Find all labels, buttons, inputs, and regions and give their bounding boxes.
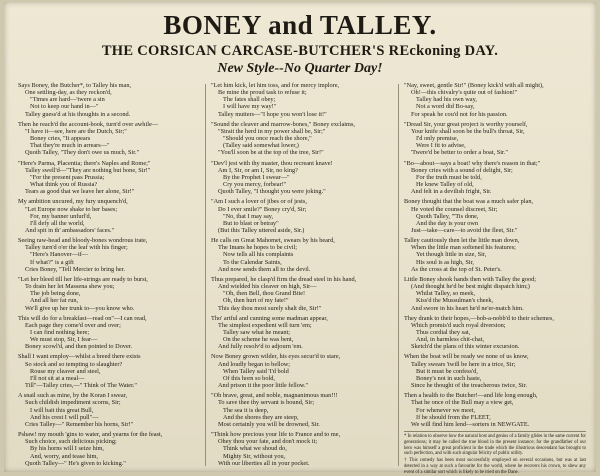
stanza — [18, 198, 200, 234]
verse-column-3 — [404, 82, 586, 475]
verse-line: Tho' artful and cunning some madman appear, — [211, 314, 328, 322]
stanza — [404, 160, 586, 196]
page-title: BONEY and TALLEY. — [163, 10, 437, 40]
verse-line: Talley cautiously then let the little man down, — [404, 237, 520, 245]
stanza — [18, 160, 200, 196]
stanza — [18, 237, 200, 273]
verse-line: The fates shall obey; — [223, 96, 276, 104]
stanza — [211, 160, 393, 196]
verse-line: Quoth Talley, "I thought you were joking." — [218, 188, 326, 196]
verse-line: Do I ever smile?" Boney cry'd, Sir; — [218, 205, 307, 213]
verse-line: And all her fat run, — [30, 297, 79, 305]
verse-line: And prison it the poor little fellow." — [218, 382, 309, 390]
verse-line: Be mine the proud task to refuse it; — [218, 89, 307, 97]
verse-line: Talley swell'd—"They are nothing but bone, Sir!" — [25, 166, 151, 174]
verse-line: "Am I such a lover of jibes or of jests, — [211, 198, 307, 206]
verse-line: But to blast or betray" — [223, 219, 279, 227]
verse-line: Boney scowl'd, and then pointed to Dover. — [25, 343, 133, 351]
stanza — [404, 276, 586, 312]
verse-line: Of this horn so bold, — [223, 374, 275, 382]
verse-line: For whenever we meet, — [416, 406, 476, 414]
verse-line: Your knife shall soon be the bull's throat, Sir, — [411, 127, 525, 135]
verse-line: Little Boney shook hands then with Talley the good; — [404, 275, 537, 283]
verse-line: Boney cries, "It appears — [30, 135, 91, 143]
verse-line: "Here's Hanover—if— — [30, 251, 89, 259]
verse-line: And his crest I will pull"— — [30, 413, 99, 421]
verse-line: (Talley said somewhat lower,) — [223, 142, 299, 150]
verse-line: "Times are hard—'twere a sin — [30, 96, 105, 104]
verse-line: "Sound the cleaver and marrow-bones," Boney exclaims, — [211, 120, 355, 128]
verse-line: I will bait this great Bull, — [30, 406, 94, 414]
verse-column-2 — [211, 82, 393, 470]
verse-line: By the Prophet I swear—" — [223, 173, 290, 181]
verse-line: Seeing raw-head and bloody-bones wondrous irate, — [18, 237, 148, 245]
verse-line: Sketch'd the plans of this winter excursion. — [411, 343, 520, 351]
verse-line: And loudly began to bellow; — [218, 360, 291, 368]
verse-line: I'd only premise, — [416, 135, 459, 143]
stanza — [18, 353, 200, 389]
verse-line: "You'll soon be at the top of the tree, Sir!" — [218, 149, 324, 157]
verse-line: Such childish impediment scorns, Sir; — [25, 399, 121, 407]
verse-line: This will do for a breakfast—read on"—I can read, — [18, 314, 147, 322]
verse-line: To the Calendar Saints, — [223, 258, 282, 266]
verse-line: Such choice, such delicious picking; — [25, 438, 117, 446]
verse-line: "Let him kick, let him toss, and for mercy implore, — [211, 82, 340, 89]
verse-line: Not a word did Bo-say, — [416, 103, 475, 111]
verse-line: And wielded his cleaver on high, Sir— — [218, 283, 317, 291]
stanza — [18, 392, 200, 428]
verse-line: "Strait the herd in my power shall be, Sir;" — [218, 127, 326, 135]
verse-line: Ohey thou your fate, and don't mock it; — [218, 438, 318, 446]
verse-line: Thus cordial they sat, — [416, 329, 471, 336]
verse-line: To drain her let Massena shew you; — [25, 283, 115, 291]
verse-line: A snail such as mine, by the Koran I swear, — [18, 392, 128, 400]
verse-line: Which promis'd such royal diversion; — [411, 321, 506, 329]
stanza — [404, 82, 586, 118]
stanza — [18, 431, 200, 467]
verse-line: "Oh, then Bell, thou Grand Bite! — [223, 290, 306, 298]
verse-line: Rouse my cleaver and steel, — [30, 367, 101, 375]
verse-line: Thus prepared, he clasp'd firm the dread steel in his hand, — [211, 275, 357, 283]
verse-line: And now sends them all to the devil. — [218, 265, 311, 273]
stanza — [211, 198, 393, 234]
verse-line: Boney cries with a sound of delight, Sir; — [411, 166, 513, 174]
verse-line: The simplest expedient will turn 'em; — [218, 321, 312, 329]
verse-line: To save thee thy servant is bound, Sir; — [218, 399, 315, 407]
verse-line: My ambition uncured, my fury unquench'd, — [18, 198, 128, 206]
verse-line: Kiss'd the Mussulman's cheek, — [416, 297, 494, 305]
verse-line: We'll give up her trunk to—you know who. — [25, 304, 135, 312]
verse-line: Whilst Talley, so meek, — [416, 290, 476, 298]
verse-line: If what?" is a gift — [30, 258, 74, 266]
verse-line: He voted the counsel discreet, Sir; — [411, 205, 498, 213]
column-divider — [398, 84, 399, 466]
verse-line: (But this Talley uttered aside, Sir.) — [218, 226, 305, 234]
verse-line: Oh!—this chivalry's quite out of fashion!" — [411, 89, 518, 97]
verse-line: Says Boney, the Butcher*, to Talley his man, — [18, 82, 132, 89]
verse-line: Talley had his own way, — [416, 96, 477, 104]
stanza — [404, 315, 586, 351]
verse-line: "Dev'l jest with thy master, thou recreant knave! — [211, 159, 333, 167]
verse-line: Quoth Talley, "They don't owe us much, Sir." — [25, 149, 140, 157]
verse-line: Am I, Sir, or am I, Sir, no king? — [218, 166, 298, 174]
verse-line: Most certainly you will be drowned, Sir. — [218, 420, 320, 428]
verse-line: But it must be confess'd, — [416, 367, 478, 375]
verse-line: And the shores they are steep, — [223, 413, 299, 421]
verse-line: We must stop, Sir, I fear— — [30, 336, 98, 344]
verse-line: "Oh brave, great, and noble, magnanimous man!!! — [211, 392, 338, 400]
verse-line: Talley saw what he meant; — [223, 329, 291, 336]
verse-line: They drank to their hopes,—bob-a-nobb'd to their schemes, — [404, 314, 554, 322]
verse-line: That they're much in arrears—" — [30, 142, 110, 150]
verse-line: Tears as good that we leave her alone, Sir!" — [25, 188, 135, 196]
verse-line: "Here's Parma, Placentia; there's Naples and Rome;" — [18, 159, 151, 167]
verse-line: Talley guess'd at his thoughts in a second. — [25, 110, 131, 118]
verse-line: Pshaw! my mouth 'gins to water, and yearns for the feast, — [18, 431, 163, 439]
stanza — [211, 315, 393, 351]
footnote: † This comedy has been most successfully employed on several occasions, but was at last detected in a way at such a favourite for the world, where he recovers his crown, to shew any event of a similar sort which is likely to be tried on the Dane. — [404, 458, 586, 475]
verse-line: "Let Europe now shake to her bases; — [25, 205, 118, 213]
verse-line: He calls on Great Mahomet, swears by his beard, — [211, 237, 335, 245]
verse-line: When the boat will be ready we none of us know, — [404, 353, 529, 361]
verse-line: Think what we shoud do, — [223, 445, 287, 453]
stanza — [211, 353, 393, 389]
verse-line: The Imans he hopes to be civil; — [218, 244, 298, 252]
verse-line: Oh, then hurt of my fate!" — [223, 297, 289, 305]
verse-line: I'll defy all the world, — [30, 219, 85, 227]
stanza — [211, 121, 393, 157]
verse-line: Cries Boney, "Tell Mercier to bring her. — [25, 265, 125, 273]
verse-line: Shall I want employ—whilst a breed there exists — [18, 353, 141, 361]
verse-line: Not to keep our hand in—" — [30, 103, 99, 111]
verse-line: Quoth Talley, "'Tis done, — [416, 212, 479, 220]
verse-line: For speak he cou'd not for his passion. — [411, 110, 508, 118]
stanza — [18, 82, 200, 118]
verse-line: If he should from the FLEET, — [416, 413, 491, 421]
verse-line: One settling-day, as they reckon'd, — [25, 89, 112, 97]
verse-line: "For the present pass Prussia; — [30, 173, 105, 181]
stanza — [211, 276, 393, 312]
verse-line: I will have my way!" — [223, 103, 277, 111]
verse-line: Now tells all his complaints — [223, 251, 294, 259]
footnotes — [404, 434, 586, 476]
verse-line: 'Twere'd be better to order a boat, Sir." — [411, 149, 508, 157]
stanza — [211, 392, 393, 428]
footnote-divider — [404, 431, 586, 432]
stanza — [211, 431, 393, 467]
verse-line: Talley mutters—"I hope you won't lose it!" — [218, 110, 327, 118]
verse-column-1 — [18, 82, 200, 470]
verse-line: On the scheme he was bent, — [223, 336, 294, 344]
verse-line: Then a health to the Butcher!—and life long enough, — [404, 392, 538, 400]
verse-line: What think you of Russia? — [30, 181, 98, 189]
verse-line: Talley swears 'twill be here in a trice, Sir; — [411, 360, 516, 368]
verse-line: And the day is your own — [416, 219, 479, 227]
verse-line: And spit in th' ambassadors' faces." — [25, 226, 115, 234]
column-divider — [205, 84, 206, 466]
verse-line: By his horns will I seize him, — [30, 445, 104, 453]
verse-line: "Dread Sir, your great project is worthy yourself, — [404, 120, 528, 128]
stanza — [404, 392, 586, 428]
verse-line: "Should you once reach the shore," — [223, 135, 312, 143]
verse-line: Cry you mercy, forbear!" — [223, 181, 287, 189]
verse-line: The sea it is deep, — [223, 406, 269, 414]
verse-line: I can find nothing here; — [30, 329, 90, 336]
verse-line: For, my banner unfurl'd, — [30, 212, 92, 220]
verse-line: And felt in a devilish fright, Sir. — [411, 188, 492, 196]
stanza — [404, 237, 586, 273]
verse-line: (And thought he'd be best might dispatch him;) — [411, 283, 530, 291]
verse-line: Quoth Talley—" He's given to kicking." — [25, 459, 126, 467]
verse-line: Boney thought that the boat was a much safer plan, — [404, 198, 534, 206]
verse-line: And, worry, and tease him, — [30, 452, 98, 460]
footnote: * In relation to observe how the natural host and genius of a family glides in the same current for generations; it may be called the true blood in the present instance; for the grandfather of our hero was himself a great proficient in the trade which the illustrious descendant has brought to such perfection, and with such singular felicity of public utility. — [404, 434, 586, 457]
stanza — [18, 276, 200, 312]
verse-line: So stock and so tempting to slaughter? — [25, 360, 123, 368]
stanza — [404, 353, 586, 389]
verse-line: Now Boney grown wilder, his eyes secur'd to stare, — [211, 353, 341, 361]
verse-line: And fully resolv'd to adjourn 'em. — [218, 343, 303, 351]
verse-line: "I have it—see, here are the Dutch, Sir;" — [25, 127, 127, 135]
verse-line: "Bo—about—says a boat! why there's reason in that;" — [404, 159, 541, 167]
verse-line: As the cross at the top of St. Peter's. — [411, 265, 502, 273]
verse-line: And, in harmless chit-chat, — [416, 336, 485, 344]
verse-line: When Talley said 'I'd bold — [223, 367, 289, 375]
stanza — [18, 315, 200, 351]
stanza — [404, 198, 586, 234]
verse-line: When the little man softened his features; — [411, 244, 516, 252]
verse-line: That he once of the Bull may a view get, — [411, 399, 514, 407]
stanza — [211, 237, 393, 273]
verse-line: This day thou most surely shalt die, Sir!" — [218, 304, 322, 312]
verse-line: Each page they come'd over and over; — [25, 321, 121, 329]
verse-line: Talley turn'd o'er the leaf with his finger; — [25, 244, 128, 252]
verse-line: He knew Talley of old, — [416, 181, 474, 189]
verse-line: Since he thought of the treacherous twice, Sir. — [411, 382, 527, 390]
verse-line: And swore in his heart he'd ne'er-match him. — [411, 304, 524, 312]
verse-line: "Let her bleed till her life-strings are ready to burst, — [18, 275, 148, 283]
style-line: New Style--No Quarter Day! — [217, 61, 383, 76]
page-subtitle: THE CORSICAN CARCASE-BUTCHER'S REckoning DAY. — [101, 43, 499, 59]
verse-line: Yet though little in size, Sir, — [416, 251, 487, 259]
verse-line: "No, that I may say, — [223, 212, 274, 220]
stanza — [211, 82, 393, 118]
verse-line: Then he reach'd the account-book, turn'd over awhile— — [18, 120, 159, 128]
verse-line: I'll not sit at a meal— — [30, 374, 85, 382]
verse-line: Boney's not in such haste, — [416, 374, 482, 382]
stanza — [18, 121, 200, 157]
verse-line: With our liberties all in your pocket. — [218, 459, 310, 467]
verse-line: Till"—Talley cries,—" Think of The Water." — [25, 382, 137, 390]
verse-line: "Nay, sweet, gentle Sir!" (Boney kick'd with all might), — [404, 82, 544, 89]
verse-line: "Think how precious your life to France and to me, — [211, 431, 341, 439]
verse-line: The job being done, — [30, 290, 81, 298]
verse-line: Cries Talley—" Remember his horns, Sir!" — [25, 420, 134, 428]
broadside-sheet — [4, 2, 596, 475]
verse-line: We will find him lend—sorters in NEWGATE. — [411, 420, 530, 428]
stanza — [404, 121, 586, 157]
verse-line: For the truth must be told, — [416, 173, 482, 181]
verse-line: Mighty Sir, without you, — [223, 452, 286, 460]
verse-line: Just—take—care—to avoid the fleet, Sir." — [411, 226, 518, 234]
verse-line: Were I fit to advise, — [416, 142, 466, 150]
verse-line: His soul is as high, Sir, — [416, 258, 475, 266]
